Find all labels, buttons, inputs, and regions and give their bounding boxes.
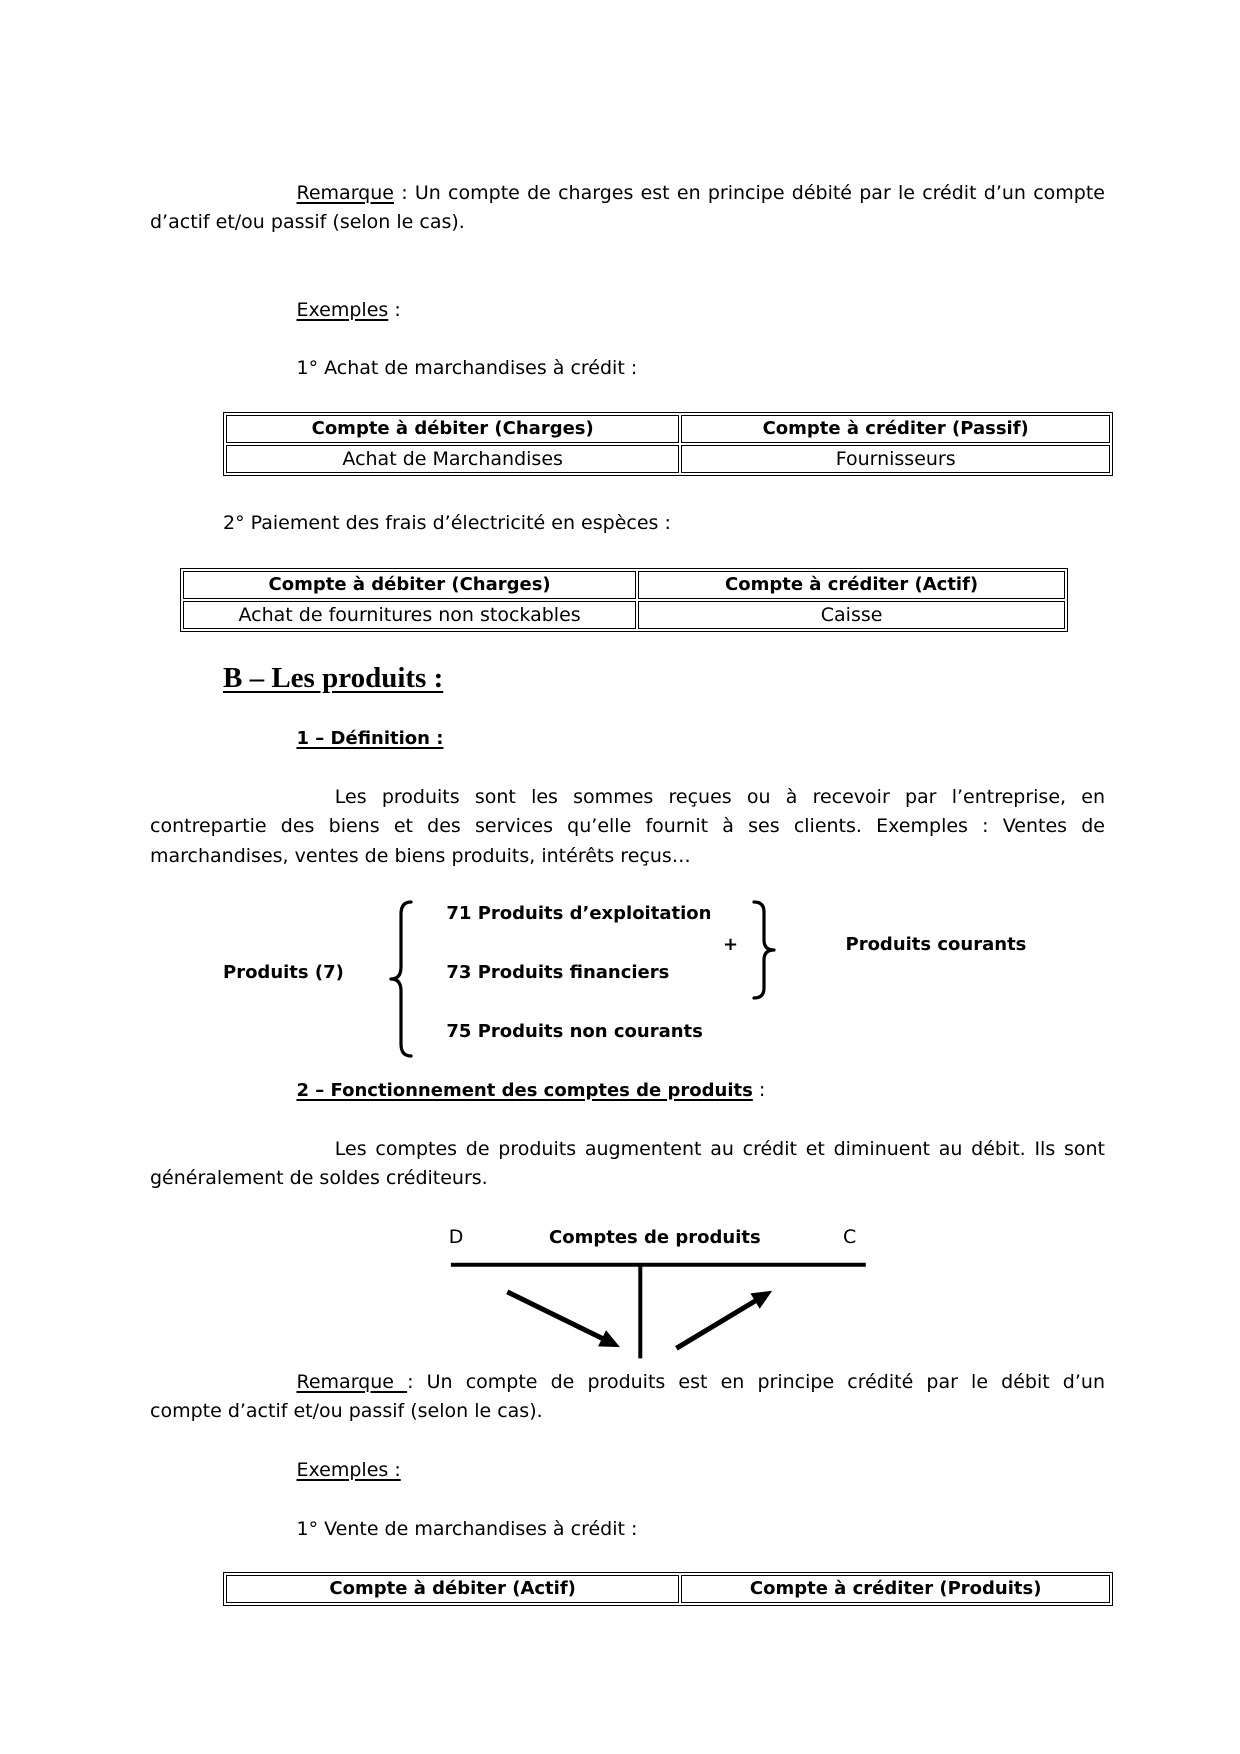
examples-word: Exemples bbox=[296, 299, 389, 321]
products-examples-label: Exemples : bbox=[296, 1459, 401, 1481]
functioning-heading-text: 2 – Fonctionnement des comptes de produits bbox=[296, 1080, 753, 1101]
functioning-heading bbox=[297, 1076, 766, 1105]
debit-account-cell: Achat de fournitures non stockables bbox=[183, 601, 636, 629]
debit-account-header: Compte à débiter (Charges) bbox=[183, 571, 636, 599]
right-brace bbox=[748, 898, 783, 1002]
remark-text: : Un compte de produits est en principe crédité par le débit d’un bbox=[407, 1371, 1105, 1393]
account-71-item: 71 Produits d’exploitation bbox=[446, 903, 712, 924]
left-brace bbox=[385, 898, 420, 1060]
right-brace-shape bbox=[754, 902, 774, 998]
increase-arrow-shaft bbox=[676, 1300, 757, 1348]
functioning-paragraph bbox=[150, 1135, 1105, 1194]
remark-label: Remarque bbox=[296, 182, 394, 204]
table-row bbox=[183, 601, 1065, 629]
table-header-row bbox=[226, 1575, 1110, 1603]
remark-label: Remarque bbox=[296, 1371, 408, 1393]
definition-paragraph bbox=[150, 783, 1105, 871]
debit-account-header: Compte à débiter (Charges) bbox=[226, 415, 679, 443]
definition-heading: 1 – Définition : bbox=[296, 728, 444, 749]
t-account-credit-label: C bbox=[843, 1226, 857, 1248]
definition-line-1: Les produits sont les sommes reçues ou à recevoir par l’entreprise, en bbox=[334, 786, 1105, 808]
functioning-heading-colon: : bbox=[752, 1079, 766, 1101]
charges-remark bbox=[150, 179, 1105, 238]
debit-account-header: Compte à débiter (Actif) bbox=[226, 1575, 679, 1603]
credit-account-cell: Fournisseurs bbox=[681, 445, 1110, 473]
products-remark-line-2: compte d’actif et/ou passif (selon le cas). bbox=[150, 1400, 543, 1423]
functioning-line-1: Les comptes de produits augmentent au crédit et diminuent au débit. Ils sont bbox=[334, 1138, 1105, 1160]
products-remark-line-1 bbox=[150, 1368, 1105, 1397]
debit-account-cell: Achat de Marchandises bbox=[226, 445, 679, 473]
credit-account-header: Compte à créditer (Produits) bbox=[681, 1575, 1110, 1603]
sale-example-journal-table bbox=[223, 1572, 1113, 1606]
credit-account-header: Compte à créditer (Actif) bbox=[638, 571, 1065, 599]
t-account-title: Comptes de produits bbox=[549, 1227, 761, 1248]
sale-example-title: 1° Vente de marchandises à crédit : bbox=[296, 1518, 638, 1540]
products-class-label: Produits (7) bbox=[223, 962, 344, 983]
charges-remark-line-2: d’actif et/ou passif (selon le cas). bbox=[150, 211, 465, 234]
example-2-journal-table bbox=[180, 568, 1068, 632]
t-account-diagram bbox=[440, 1255, 880, 1365]
functioning-line-2: généralement de soldes créditeurs. bbox=[150, 1167, 488, 1190]
example-1-journal-table bbox=[223, 412, 1113, 476]
charges-examples-label bbox=[297, 296, 401, 325]
credit-account-cell: Caisse bbox=[638, 601, 1065, 629]
account-75-item: 75 Produits non courants bbox=[446, 1020, 703, 1042]
table-header-row bbox=[226, 415, 1110, 443]
example-1-title: 1° Achat de marchandises à crédit : bbox=[296, 357, 638, 379]
examples-colon: : bbox=[388, 299, 401, 321]
charges-remark-line-1 bbox=[150, 179, 1105, 208]
products-remark bbox=[150, 1368, 1105, 1427]
definition-line-3: marchandises, ventes de biens produits, intérêts reçus… bbox=[150, 844, 691, 867]
plus-sign: + bbox=[723, 934, 739, 955]
definition-line-2: contrepartie des biens et des services qu’elle fournit à ses clients. Exemples : Ventes de bbox=[150, 815, 1105, 838]
decrease-arrow-shaft bbox=[507, 1292, 604, 1339]
account-73-item: 73 Produits financiers bbox=[446, 962, 670, 983]
left-brace-shape bbox=[391, 902, 411, 1056]
example-2-title: 2° Paiement des frais d’électricité en espèces : bbox=[223, 512, 671, 534]
table-header-row bbox=[183, 571, 1065, 599]
section-b-heading: B – Les produits : bbox=[223, 662, 444, 694]
t-account-debit-label: D bbox=[448, 1226, 464, 1248]
credit-account-header: Compte à créditer (Passif) bbox=[681, 415, 1110, 443]
remark-text: : Un compte de charges est en principe débité par le crédit d’un compte bbox=[393, 182, 1105, 204]
table-row bbox=[226, 445, 1110, 473]
current-products-label: Produits courants bbox=[845, 934, 1027, 955]
